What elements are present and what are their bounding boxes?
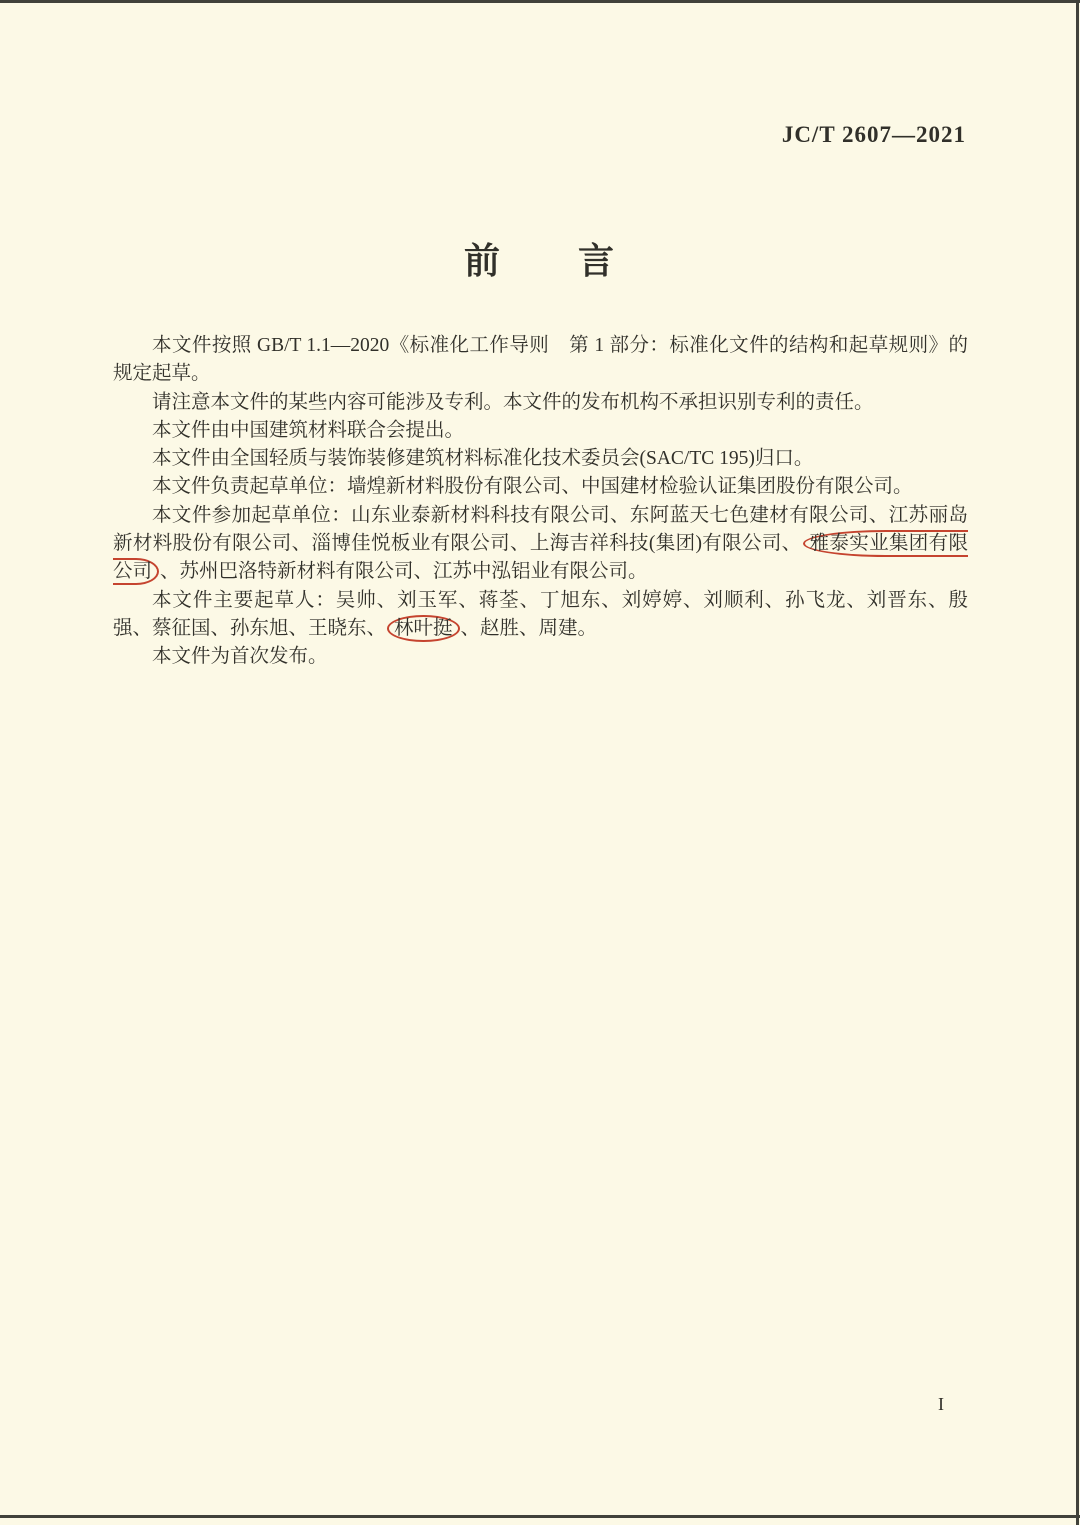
standard-number: JC/T 2607—2021 xyxy=(781,122,966,147)
page-number: I xyxy=(938,1394,945,1414)
page-title: 前 言 xyxy=(463,241,616,281)
paragraph xyxy=(113,502,968,587)
paragraph-text: 本文件按照 GB/T 1.1—2020《标准化工作导则 第 1 部分：标准化文件的结构和起草规则》的规定起草。 xyxy=(113,335,968,385)
red-circle-annotation: 雅泰实业集团有限公司 xyxy=(113,530,968,585)
paragraph xyxy=(113,587,968,644)
paragraph-text: 本文件为首次发布。 xyxy=(152,646,328,668)
paragraph-text: 、赵胜、周建。 xyxy=(460,617,598,639)
paragraph xyxy=(113,445,968,473)
paragraph-text: 请注意本文件的某些内容可能涉及专利。本文件的发布机构不承担识别专利的责任。 xyxy=(152,391,874,413)
paragraph xyxy=(113,473,968,501)
paragraph xyxy=(113,417,968,445)
foreword-paragraphs xyxy=(113,332,968,672)
paragraph-text: 本文件参加起草单位：山东业泰新材料科技有限公司、东阿蓝天七色建材有限公司、江苏丽岛新材料股份有限公司、淄博佳悦板业有限公司、上海吉祥科技(集团)有限公司、 xyxy=(113,504,968,555)
paragraph xyxy=(113,389,968,417)
paragraph-text: 本文件负责起草单位：墙煌新材料股份有限公司、中国建材检验认证集团股份有限公司。 xyxy=(152,476,913,498)
scan-edge-bottom xyxy=(0,1515,1080,1518)
paragraph-text: 本文件主要起草人：吴帅、刘玉军、蒋荃、丁旭东、刘婷婷、刘顺利、孙飞龙、刘晋东、殷强、蔡征国、孙东旭、王晓东、 xyxy=(113,589,968,639)
paragraph-text: 本文件由中国建筑材料联合会提出。 xyxy=(152,419,465,441)
paragraph-text: 本文件由全国轻质与装饰装修建筑材料标准化技术委员会(SAC/TC 195)归口。 xyxy=(152,448,814,470)
paragraph-text: 、苏州巴洛特新材料有限公司、江苏中泓铝业有限公司。 xyxy=(160,561,648,583)
scan-edge-top xyxy=(0,0,1080,3)
red-circle-annotation: 林叶挺 xyxy=(387,615,460,642)
paragraph xyxy=(113,643,968,671)
paragraph xyxy=(113,332,968,389)
scan-edge-right xyxy=(1076,0,1079,1525)
